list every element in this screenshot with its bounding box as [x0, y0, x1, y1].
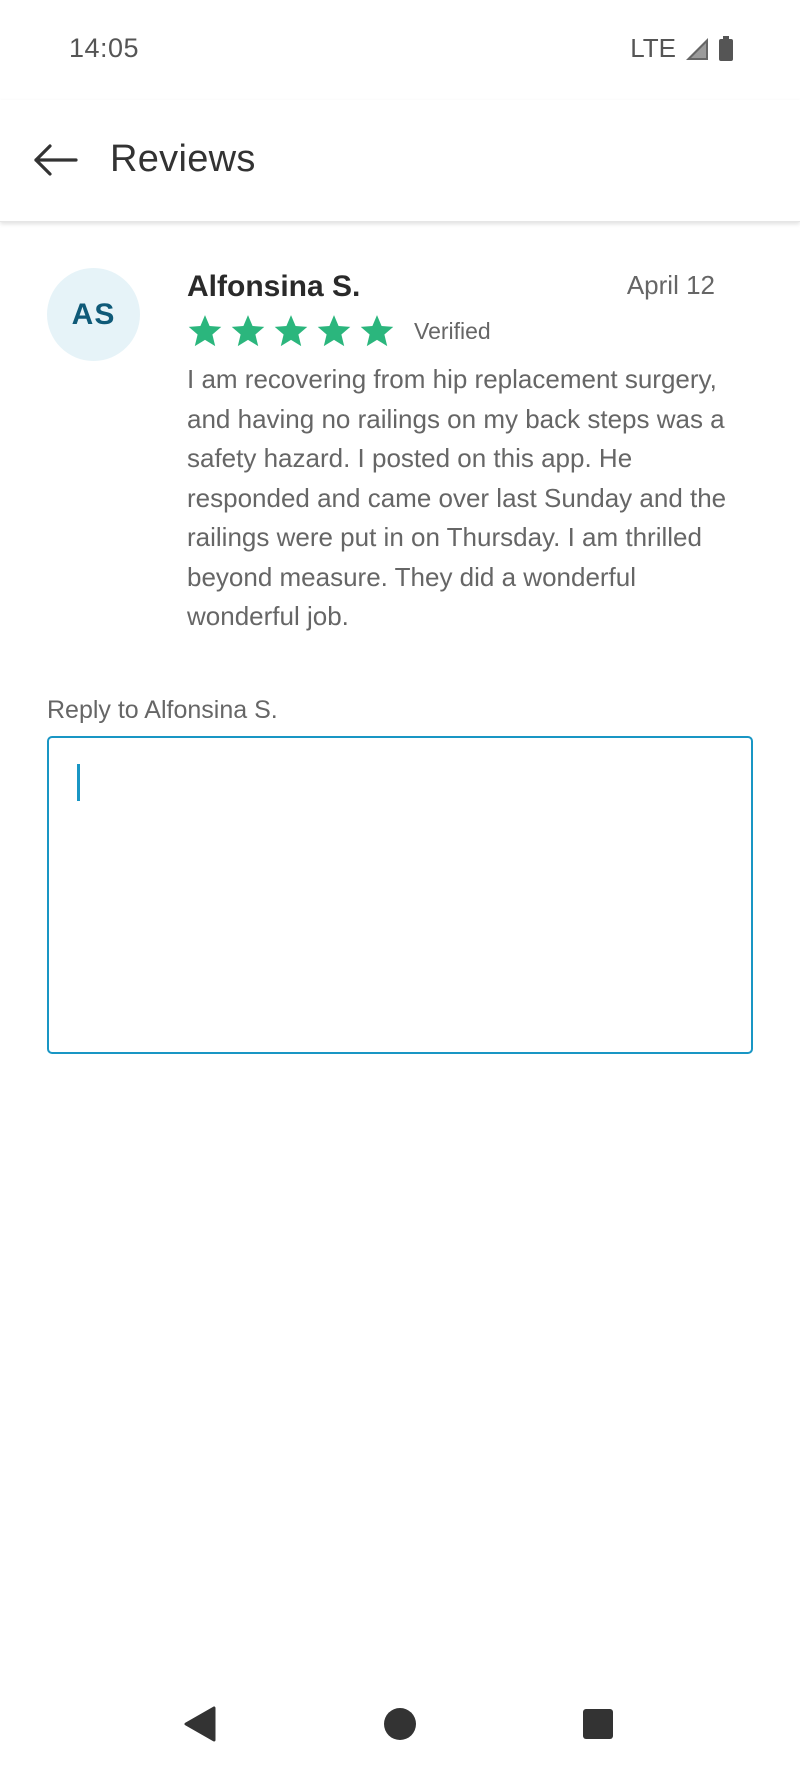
star-icon [359, 314, 395, 348]
status-bar [0, 0, 800, 100]
nav-back-button[interactable] [176, 1702, 224, 1750]
review-text: I am recovering from hip replacement surgery, and having no railings on my back steps was a safety hazard. I posted on this app. He responded and came over last Sunday and the railings were put in on Thursday. I am thrilled beyond measure. They did a wonderful wonderful job. [187, 364, 727, 631]
star-rating [187, 314, 395, 348]
avatar [47, 268, 140, 361]
back-button[interactable] [24, 131, 86, 193]
reviewer-name: Alfonsina S. [187, 270, 361, 303]
star-icon [273, 314, 309, 348]
status-indicators [630, 33, 734, 64]
recents-square-icon [581, 1707, 615, 1746]
star-icon [316, 314, 352, 348]
page-title: Reviews [110, 138, 256, 180]
app-bar [0, 100, 800, 222]
back-arrow-icon [32, 144, 78, 181]
back-triangle-icon [182, 1705, 218, 1748]
review-date: April 12 [626, 270, 715, 300]
reply-input[interactable] [47, 736, 753, 1054]
nav-recents-button[interactable] [574, 1702, 622, 1750]
status-time: 14:05 [69, 33, 140, 63]
nav-home-button[interactable] [376, 1702, 424, 1750]
verified-label: Verified [414, 317, 491, 344]
system-nav-bar [0, 1690, 800, 1777]
signal-icon [684, 36, 710, 62]
reply-label: Reply to Alfonsina S. [47, 696, 278, 724]
text-cursor [77, 764, 80, 801]
home-circle-icon [382, 1706, 418, 1747]
battery-icon [718, 36, 734, 62]
rating-row [187, 314, 491, 348]
star-icon [230, 314, 266, 348]
avatar-initials: AS [71, 297, 116, 331]
network-type: LTE [630, 33, 676, 63]
star-icon [187, 314, 223, 348]
